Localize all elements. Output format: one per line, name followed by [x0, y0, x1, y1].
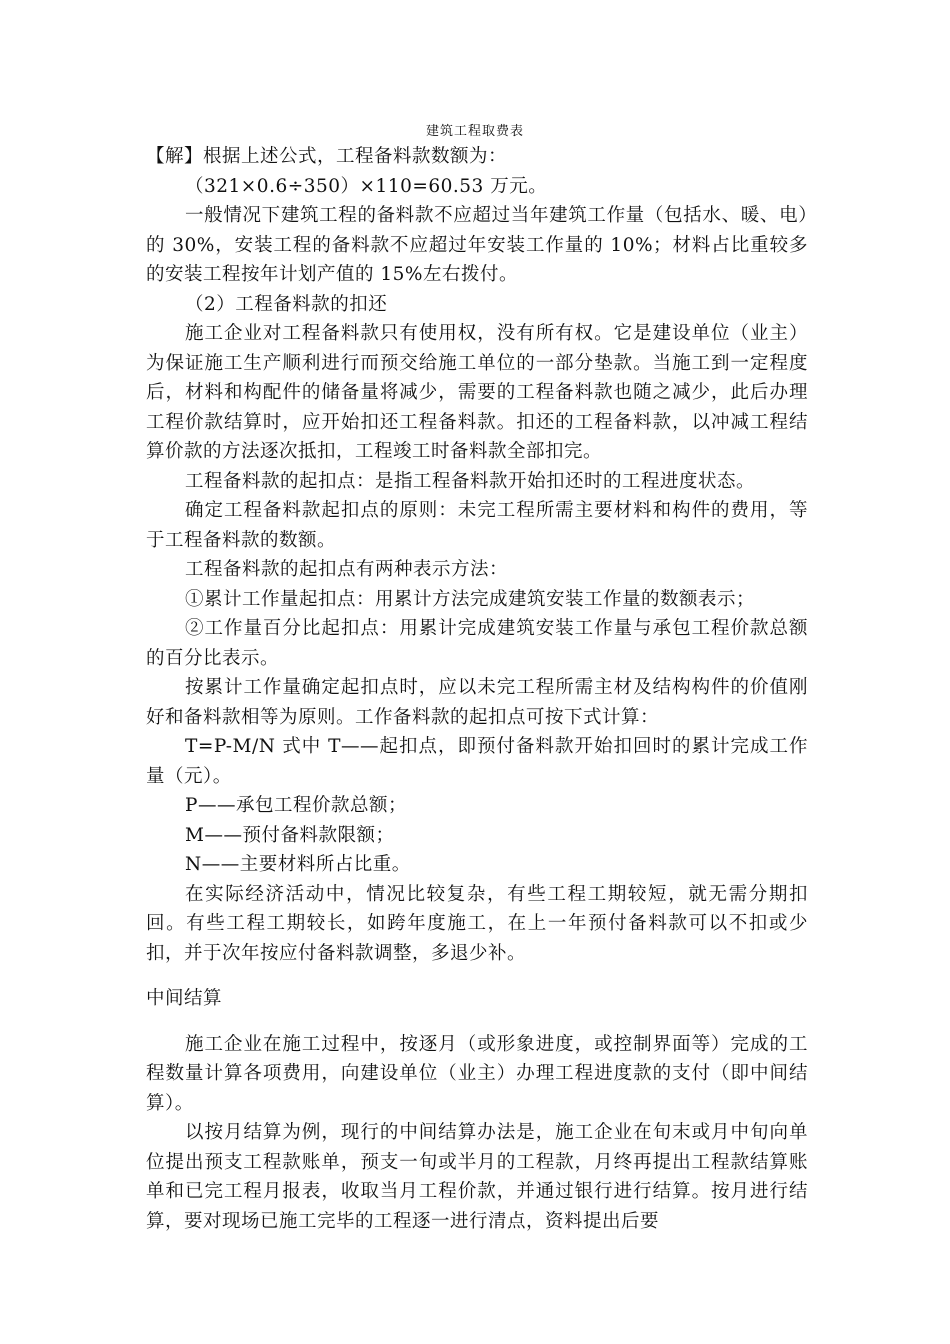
paragraph-usage-rights: 施工企业对工程备料款只有使用权，没有所有权。它是建设单位（业主）为保证施工生产顺利进行而预交给施工单位的一部分垫款。当施工到一定程度后，材料和构配件的储备量将减少，需要的工程备料款也随之减少，此后办理工程价款结算时，应开始扣还工程备料款。扣还的工程备料款，以冲减工程结算价款的方法逐次抵扣，工程竣工时备料款全部扣完。	[146, 323, 808, 462]
paragraph-advance-limits: 一般情况下建筑工程的备料款不应超过当年建筑工作量（包括水、暖、电）的 30%，安装工程的备料款不应超过年安装工作量的 10%；材料占比重较多的安装工程按年计划产值的 15%左右拨付。	[146, 205, 808, 285]
paragraph-start-point-definition: 工程备料款的起扣点：是指工程备料款开始扣还时的工程进度状态。	[185, 470, 756, 492]
subheading-deduction: （2）工程备料款的扣还	[185, 293, 388, 315]
variable-n: N——主要材料所占比重。	[185, 854, 411, 875]
page-header-title: 建筑工程取费表	[425, 124, 524, 139]
paragraph-monthly-settlement: 以按月结算为例，现行的中间结算办法是，施工企业在旬末或月中旬向单位提出预支工程款账单，预支一旬或半月的工程款，月终再提出工程款结算账单和已完工程月报表，收取当月工程价款，并通过银行进行结算。按月进行结算，要对现场已施工完毕的工程逐一进行清点，资料提出后要	[146, 1122, 808, 1232]
paragraph-two-methods: 工程备料款的起扣点有两种表示方法：	[185, 559, 509, 580]
section-heading-interim-settlement: 中间结算	[146, 988, 223, 1009]
paragraph-calculation-rule: 按累计工作量确定起扣点时，应以未完工程所需主材及结构构件的价值刚好和备料款相等为原则。工作备料款的起扣点可按下式计算：	[146, 677, 808, 728]
paragraph-start-point-principle: 确定工程备料款起扣点的原则：未完工程所需主要材料和构件的费用，等于工程备料款的数额。	[146, 500, 808, 551]
formula-result: （321×0.6÷350）×110=60.53 万元。	[185, 175, 548, 197]
list-item-method-2: ②工作量百分比起扣点：用累计完成建筑安装工作量与承包工程价款总额的百分比表示。	[146, 618, 808, 669]
solution-intro: 【解】根据上述公式，工程备料款数额为：	[146, 146, 508, 167]
paragraph-practical-cases: 在实际经济活动中，情况比较复杂，有些工程工期较短，就无需分期扣回。有些工程工期较长，如跨年度施工，在上一年预付备料款可以不扣或少扣，并于次年按应付备料款调整，多退少补。	[146, 883, 808, 964]
formula-definition: T=P-M/N 式中 T——起扣点，即预付备料款开始扣回时的累计完成工作量（元）。	[146, 736, 808, 787]
paragraph-interim-settlement: 施工企业在施工过程中，按逐月（或形象进度，或控制界面等）完成的工程数量计算各项费用，向建设单位（业主）办理工程进度款的支付（即中间结算）。	[146, 1033, 808, 1114]
variable-p: P——承包工程价款总额；	[185, 795, 407, 816]
document-body	[146, 142, 808, 1236]
variable-m: M——预付备料款限额；	[185, 824, 395, 846]
list-item-method-1: ①累计工作量起扣点：用累计方法完成建筑安装工作量的数额表示；	[185, 588, 756, 610]
